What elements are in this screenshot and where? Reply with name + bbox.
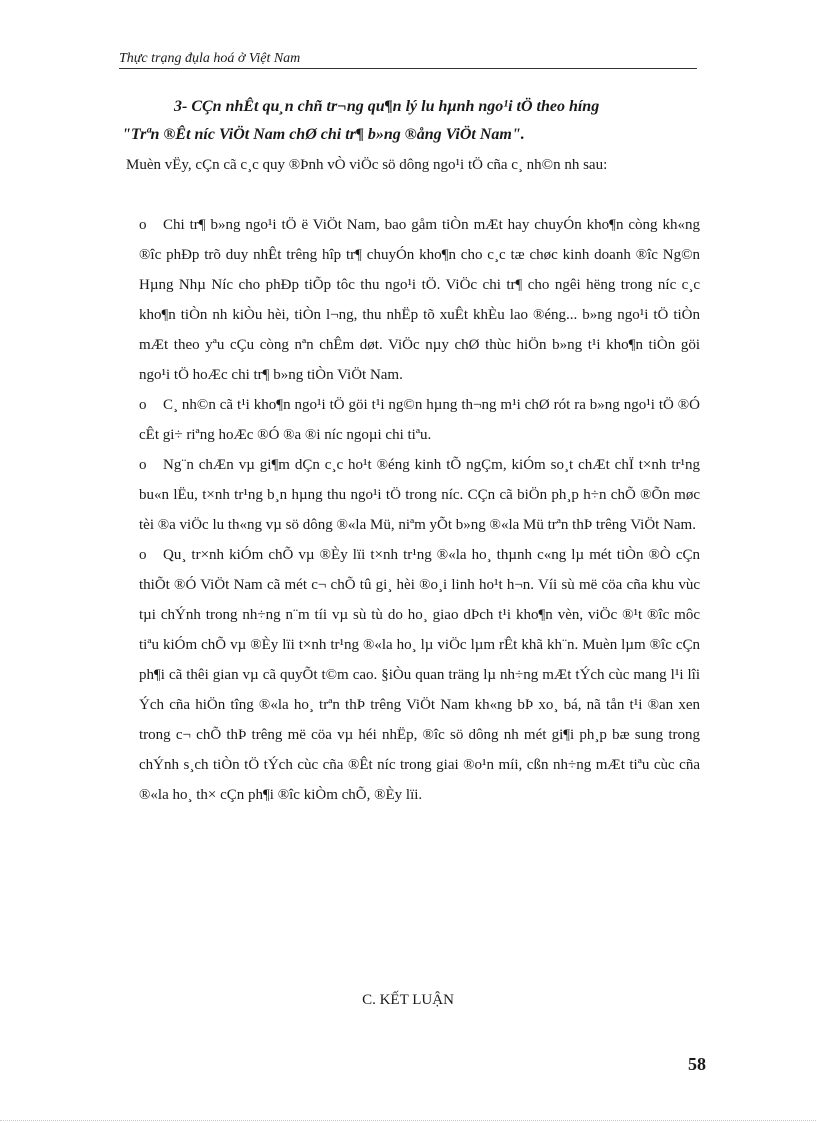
section-heading [122, 93, 702, 149]
bullet-marker: o [139, 547, 147, 563]
bullet-text: C¸ nh©n cã t¹i kho¶n ngo¹i tÖ göi t¹i ng©n hµng th¬ng m¹i chØ rót ra b»ng ngo¹i tÖ ®Ó cÊt gi÷ riªng hoÆc ®Ó ®a ®i níc ngoµi chi tiªu. [139, 397, 700, 443]
section-heading-line-2: "Trªn ®Êt níc ViÖt Nam chØ chi tr¶ b»ng ®ång ViÖt Nam". [122, 126, 525, 143]
bullet-item [122, 450, 700, 540]
conclusion-heading: C. KẾT LUẬN [362, 992, 454, 1008]
bullet-marker: o [139, 397, 147, 413]
running-header [119, 51, 697, 69]
bullet-text: Chi tr¶ b»ng ngo¹i tÖ ë ViÖt Nam, bao gåm tiÒn mÆt hay chuyÓn kho¶n còng kh«ng ®îc phÐp trõ duy nhÊt trêng hîp tr¶ chuyÓn kho¶n cho c¸c tæ chøc kinh doanh ®îc Ng©n Hµng Nhµ Níc cho phÐp tiÕp tôc thu ngo¹i tÖ. ViÖc chi tr¶ cho ngêi hëng trong níc c¸c kho¶n tiÒn nh kiÒu hèi, tiÒn l¬ng, thu nhËp tõ xuÊt khÈu lao ®éng... b»ng ngo¹i tÖ tiÒn mÆt theo yªu cÇu còng nªn chÊm døt. ViÖc nµy chØ thùc hiÖn b»ng t¹i kho¶n tiÒn göi ngo¹i tÖ hoÆc chi tr¶ b»ng tiÒn ViÖt Nam. [139, 217, 700, 383]
bullet-item [122, 210, 700, 390]
bullet-list [122, 210, 700, 810]
intro-paragraph: Muèn vËy, cÇn cã c¸c quy ®Þnh vÒ viÖc sö dông ngo¹i tÖ cña c¸ nh©n nh sau: [126, 157, 608, 173]
bullet-item [122, 540, 700, 810]
page-number: 58 [688, 1054, 706, 1074]
bullet-text: Ng¨n chÆn vµ gi¶m dÇn c¸c ho¹t ®éng kinh tÕ ngÇm, kiÓm so¸t chÆt chÏ t×nh tr¹ng bu«n lËu, t×nh tr¹ng b¸n hµng thu ngo¹i tÖ trong níc. CÇn cã biÖn ph¸p h÷n chÕ ®Õn møc tèi ®a viÖc lu th«ng vµ sö dông ®«la Mü, niªm yÕt b»ng ®«la Mü trªn thÞ trêng ViÖt Nam. [139, 457, 700, 533]
bullet-text: Qu¸ tr×nh kiÓm chÕ vµ ®Èy lïi t×nh tr¹ng ®«la ho¸ thµnh c«ng lµ mét tiÒn ®Ò cÇn thiÕt ®Ó ViÖt Nam cã mét c¬ chÕ tû gi¸ hèi ®o¸i linh ho¹t h¬n. Víi sù më cöa cña khu vùc tµi chÝnh trong nh÷ng n¨m tíi vµ sù tù do ho¸ giao dÞch t¹i kho¶n vèn, viÖc ®¹t ®îc môc tiªu kiÓm chÕ vµ ®Èy lïi t×nh tr¹ng ®«la ho¸ lµ viÖc lµm rÊt khã kh¨n. Muèn lµm ®îc cÇn ph¶i cã thêi gian vµ cã quyÕt t©m cao. §iÒu quan träng lµ nh÷ng mÆt tÝch cùc mang l¹i lîi Ých cña hiÖn tîng ®«la ho¸ trªn thÞ trêng ViÖt Nam kh«ng bÞ xo¸ bá, nã tån t¹i ®an xen trong c¬ chÕ thÞ trêng më cöa vµ héi nhËp, ®îc sö dông nh mét gi¶i ph¸p bæ sung trong chÝnh s¸ch tiÒn tÖ tÝch cùc cña ®Êt níc trong giai ®o¹n míi, cßn nh÷ng mÆt tiªu cùc cña ®«la ho¸ th× cÇn ph¶i ®îc kiÒm chÕ, ®Èy lïi. [139, 547, 700, 803]
bullet-item [122, 390, 700, 450]
running-header-title: Thực trạng đụla hoá ở Việt Nam [119, 51, 301, 66]
bullet-marker: o [139, 457, 147, 473]
page-bottom-divider [0, 1120, 816, 1121]
bullet-marker: o [139, 217, 147, 233]
section-heading-line-1: 3- CÇn nhÊt qu¸n chñ tr¬ng qu¶n lý lu hµnh ngo¹i tÖ theo híng [174, 98, 600, 115]
